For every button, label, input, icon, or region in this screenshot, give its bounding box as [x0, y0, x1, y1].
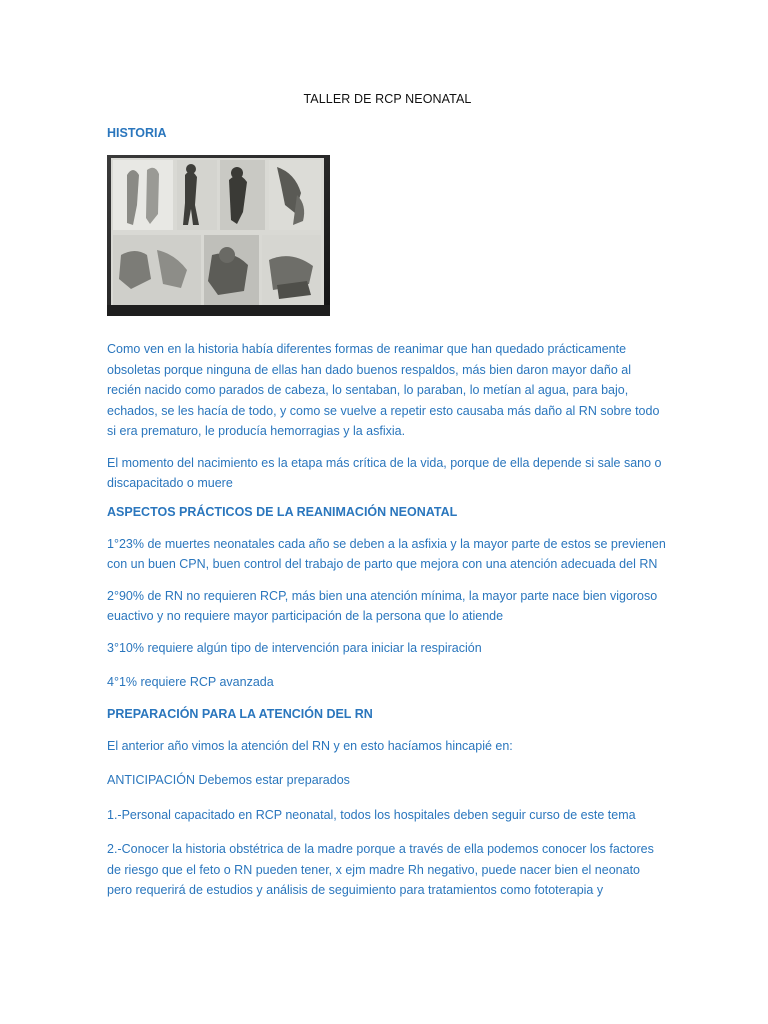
preparacion-heading: PREPARACIÓN PARA LA ATENCIÓN DEL RN	[107, 706, 373, 721]
historical-resuscitation-image	[107, 155, 330, 316]
historia-paragraph-2: El momento del nacimiento es la etapa más crítica de la vida, porque de ella depende si sale sano o discapacitado o muere	[107, 455, 662, 490]
aspectos-heading: ASPECTOS PRÁCTICOS DE LA REANIMACIÓN NEONATAL	[107, 504, 458, 519]
historia-heading: HISTORIA	[107, 126, 167, 140]
aspectos-item-2: 2°90% de RN no requieren RCP, más bien una atención mínima, la mayor parte nace bien vigoroso euactivo y no requiere mayor participación de la persona que lo atiende	[107, 588, 658, 623]
preparacion-paragraph: El anterior año vimos la atención del RN y en esto hacíamos hincapié en:	[107, 738, 513, 753]
historia-paragraph-1: Como ven en la historia había diferentes formas de reanimar que han quedado prácticamente obsoletas porque ninguna de ellas han dado buenos respaldos, más bien daron mayor daño al recién nacido como parados de cabeza, lo sentaban, lo paraban, lo metían al agua, para bajo, echados, se les hacía de todo, y como se vuelve a repetir esto causaba más daño al RN sobre todo si era prematuro, le producía hemorragias y la asfixia.	[107, 342, 660, 438]
aspectos-item-3: 3°10% requiere algún tipo de intervención para iniciar la respiración	[107, 640, 482, 655]
document-title: TALLER DE RCP NEONATAL	[303, 92, 472, 106]
list-item-2: 2.-Conocer la historia obstétrica de la madre porque a través de ella podemos conocer los factores de riesgo que el feto o RN pueden tener, x ejm madre Rh negativo, puede nacer bien el neonato pero requerirá de estudios y análisis de seguimiento para tratamientos como fototerapia y	[107, 842, 654, 897]
list-item-1: 1.-Personal capacitado en RCP neonatal, todos los hospitales deben seguir curso de este tema	[107, 807, 636, 822]
anticipacion-line: ANTICIPACIÓN Debemos estar preparados	[107, 773, 350, 787]
aspectos-item-4: 4°1% requiere RCP avanzada	[107, 675, 274, 689]
resuscitation-illustrations-icon	[107, 155, 330, 316]
aspectos-item-1: 1°23% de muertes neonatales cada año se deben a la asfixia y la mayor parte de estos se previenen con un buen CPN, buen control del trabajo de parto que mejora con una atención adecuada del RN	[107, 536, 666, 571]
